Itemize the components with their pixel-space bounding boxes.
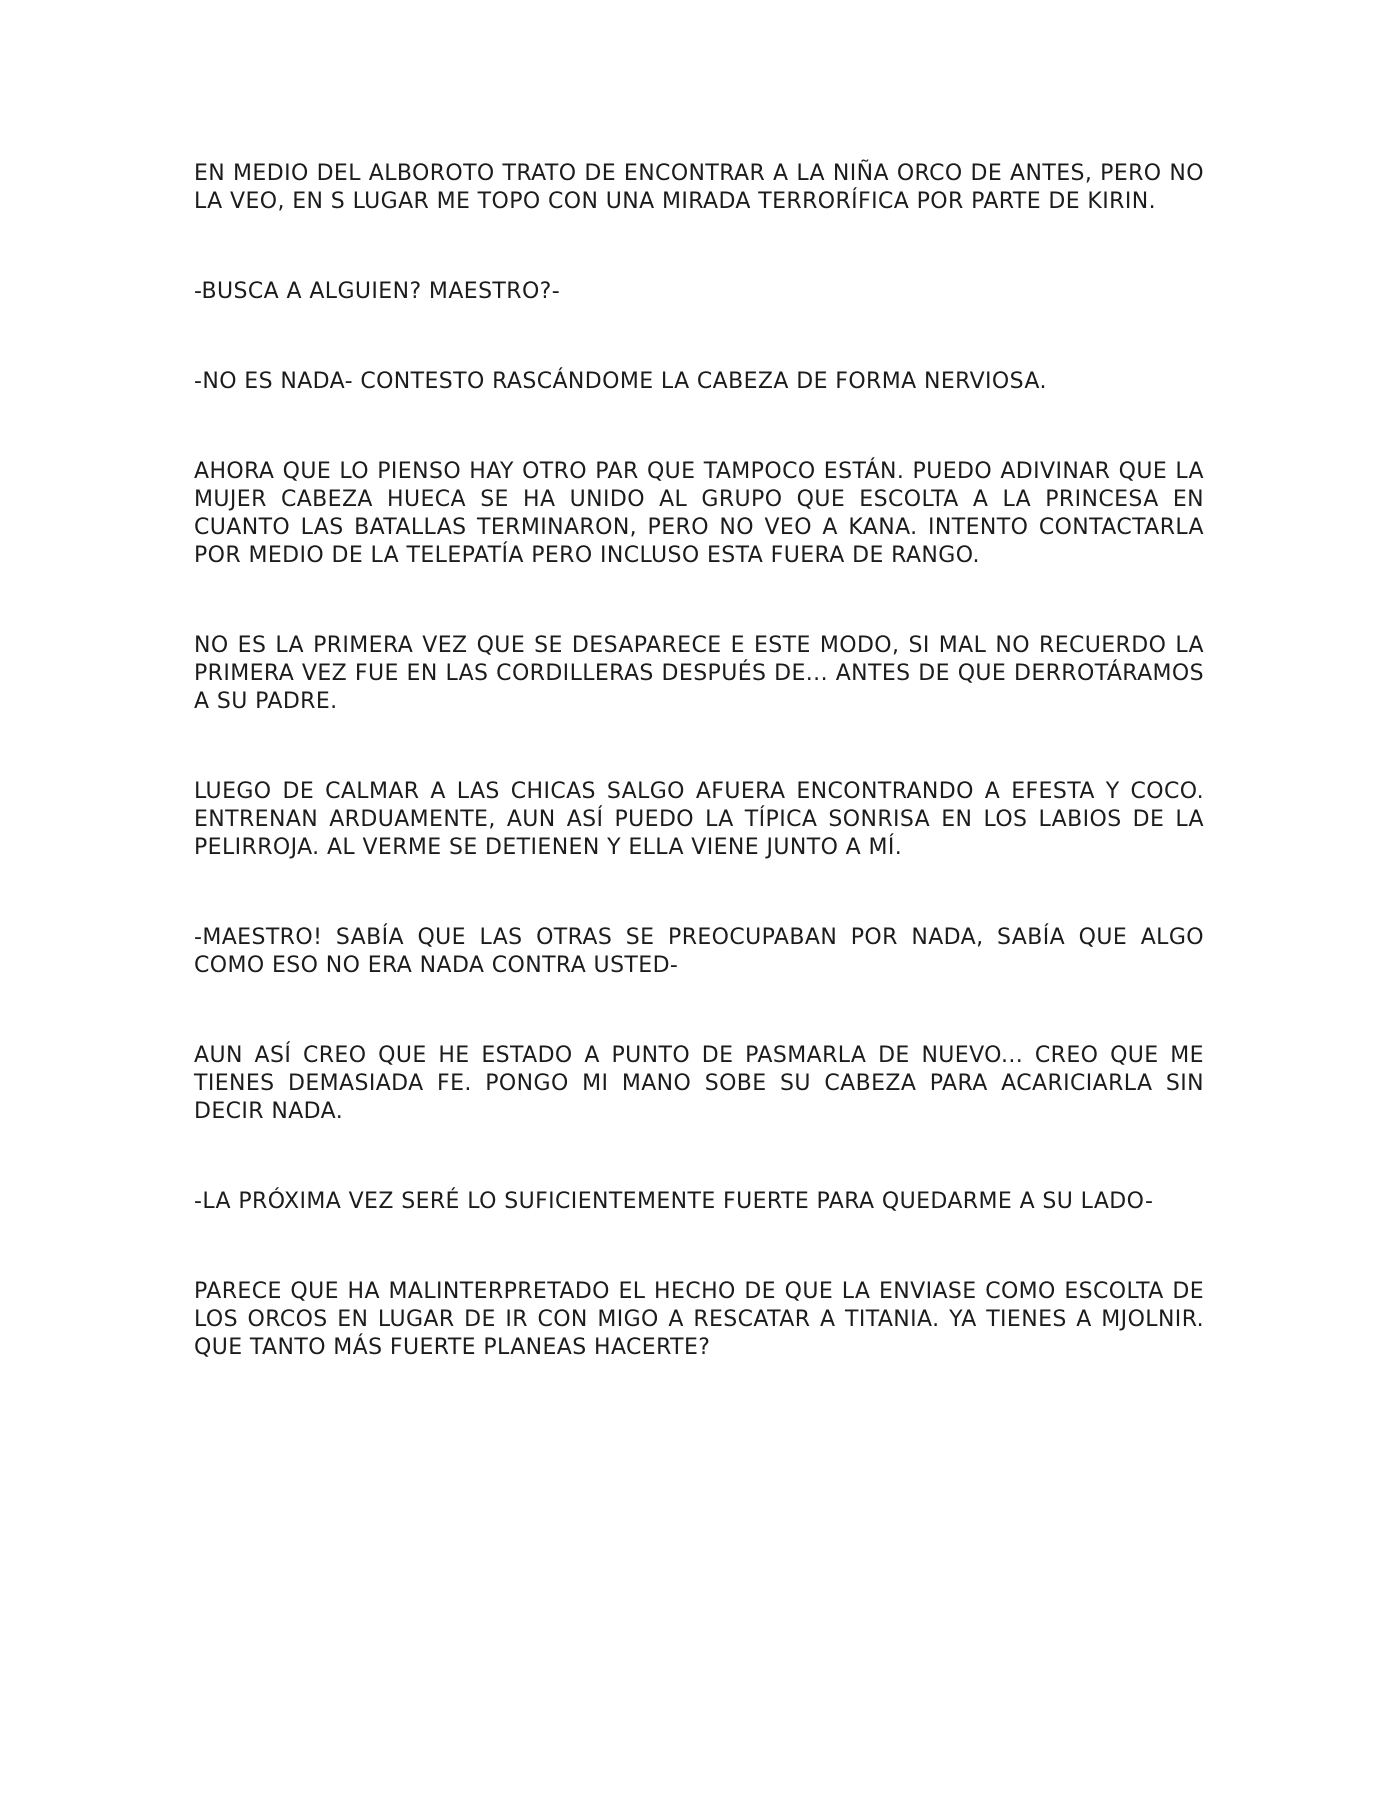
paragraph-4: AHORA QUE LO PIENSO HAY OTRO PAR QUE TAMPOCO ESTÁN. PUEDO ADIVINAR QUE LA MUJER CABEZA HUECA SE HA UNIDO AL GRUPO QUE ESCOLTA A LA PRINCESA EN CUANTO LAS BATALLAS TERMINARON, PERO NO VEO A KANA. INTENTO CONTACTARLA POR MEDIO DE LA TELEPATÍA PERO INCLUSO ESTA FUERA DE RANGO. — [194, 459, 1204, 568]
paragraph-9: -LA PRÓXIMA VEZ SERÉ LO SUFICIENTEMENTE FUERTE PARA QUEDARME A SU LADO- — [194, 1189, 1154, 1214]
paragraph-10: PARECE QUE HA MALINTERPRETADO EL HECHO DE QUE LA ENVIASE COMO ESCOLTA DE LOS ORCOS EN LUGAR DE IR CON MIGO A RESCATAR A TITANIA. YA TIENES A MJOLNIR. QUE TANTO MÁS FUERTE PLANEAS HACERTE? — [194, 1279, 1204, 1360]
paragraph-1: EN MEDIO DEL ALBOROTO TRATO DE ENCONTRAR A LA NIÑA ORCO DE ANTES, PERO NO LA VEO, EN S LUGAR ME TOPO CON UNA MIRADA TERRORÍFICA POR PARTE DE KIRIN. — [194, 161, 1204, 214]
document-page — [194, 160, 1204, 1362]
paragraph-7: -MAESTRO! SABÍA QUE LAS OTRAS SE PREOCUPABAN POR NADA, SABÍA QUE ALGO COMO ESO NO ERA NADA CONTRA USTED- — [194, 925, 1204, 978]
paragraph-2: -BUSCA A ALGUIEN? MAESTRO?- — [194, 279, 561, 304]
paragraph-3: -NO ES NADA- CONTESTO RASCÁNDOME LA CABEZA DE FORMA NERVIOSA. — [194, 369, 1047, 394]
paragraph-5: NO ES LA PRIMERA VEZ QUE SE DESAPARECE E ESTE MODO, SI MAL NO RECUERDO LA PRIMERA VEZ FUE EN LAS CORDILLERAS DESPUÉS DE... ANTES DE QUE DERROTÁRAMOS A SU PADRE. — [194, 633, 1204, 714]
paragraph-8: AUN ASÍ CREO QUE HE ESTADO A PUNTO DE PASMARLA DE NUEVO... CREO QUE ME TIENES DEMASIADA FE. PONGO MI MANO SOBE SU CABEZA PARA ACARICIARLA SIN DECIR NADA. — [194, 1043, 1204, 1124]
paragraph-6: LUEGO DE CALMAR A LAS CHICAS SALGO AFUERA ENCONTRANDO A EFESTA Y COCO. ENTRENAN ARDUAMENTE, AUN ASÍ PUEDO LA TÍPICA SONRISA EN LOS LABIOS DE LA PELIRROJA. AL VERME SE DETIENEN Y ELLA VIENE JUNTO A MÍ. — [194, 779, 1204, 860]
